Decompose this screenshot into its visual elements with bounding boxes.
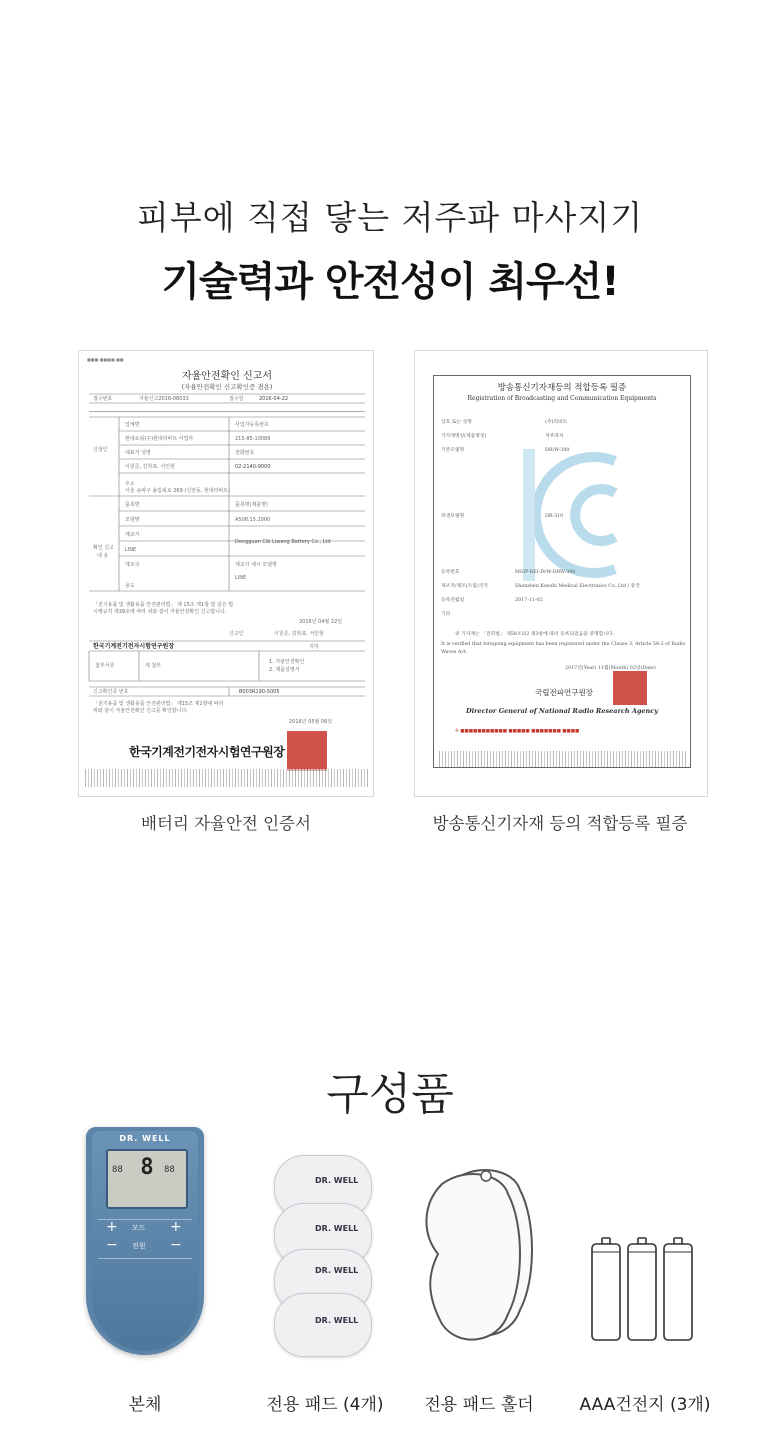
item-label-batteries: AAA건전지 (3개) [579,1395,711,1415]
svg-text:DR/W-300: DR/W-300 [545,448,570,453]
svg-text:접수일: 접수일 [229,396,244,402]
doc2-subtitle: Registration of Broadcasting and Communication Equipments [467,395,657,402]
svg-text:시행규칙 제39조에 따라 위와 같이 자율안전확인 신고합: 시행규칙 제39조에 따라 위와 같이 자율안전확인 신고합니다. [93,609,227,615]
svg-text:「전기용품 및 생활용품 안전관리법」 제 15조 제1항: 「전기용품 및 생활용품 안전관리법」 제 15조 제1항 및 같은 법 [93,602,234,608]
device-plus-right-button[interactable]: + [170,1219,182,1235]
svg-text:사업자등록번호: 사업자등록번호 [235,422,269,428]
svg-text:신고확인증 번호: 신고확인증 번호 [93,689,129,695]
svg-text:Shenzhen Kenshi Medical Electr: Shenzhen Kenshi Medical Electronics Co.,Ltd / 중국 [515,584,640,589]
svg-text:모델명: 모델명 [125,517,140,523]
doc1-barcode [85,769,369,787]
device-lcd-screen: 8 88 88 [106,1149,188,1209]
svg-text:이원준, 김학표, 서인현: 이원준, 김학표, 서인현 [274,631,324,637]
svg-text:2016-04-22: 2016-04-22 [259,396,289,402]
svg-text:품목명(제품명): 품목명(제품명) [235,502,268,508]
item-label-pad-holder: 전용 패드 홀더 [424,1395,534,1415]
components-title: 구성품 [326,1069,454,1120]
svg-text:LINE: LINE [125,547,137,553]
device-minus-right-button[interactable]: − [170,1237,182,1253]
svg-text:첨부서류: 첨부서류 [95,663,115,669]
svg-text:자율신고2016-08033: 자율신고2016-08033 [139,396,189,402]
svg-text:2. 제품설명서: 2. 제품설명서 [269,667,300,673]
svg-text:확인 신고: 확인 신고 [93,545,114,551]
svg-text:DR-310: DR-310 [545,514,564,519]
device-mode-button[interactable]: 모드 [132,1224,146,1232]
svg-text:접수번호: 접수번호 [93,396,113,402]
doc1-subtitle: (자율안전확인 신고확인증 겸용) [181,383,273,391]
device-power-button[interactable]: 전원 [132,1242,146,1250]
device-minus-left-button[interactable]: − [106,1237,118,1253]
svg-text:제조자 제시 모델명: 제조자 제시 모델명 [235,562,277,568]
svg-text:2016년 05월 06일: 2016년 05월 06일 [289,719,333,725]
caption-kc-certificate: 방송통신기자재 등의 적합등록 필증 [432,814,688,833]
svg-text:상호 또는 성명: 상호 또는 성명 [441,420,472,425]
svg-text:이원준, 김학표, 서인현: 이원준, 김학표, 서인현 [125,464,175,470]
svg-text:주소: 주소 [125,481,135,487]
svg-text:A508.15.2000: A508.15.2000 [235,517,271,523]
svg-text:등록번호: 등록번호 [441,570,460,575]
doc1-title: 자율안전확인 신고서 [181,371,273,382]
doc1-issuer: 한국기계전기전자시험연구원장 [129,745,285,759]
svg-text:Dongguan Cib Liwang Battery Co: Dongguan Cib Liwang Battery Co., Ltd [235,539,331,545]
svg-text:신청인: 신청인 [93,447,108,453]
doc2-issuer-en: Director General of National Radio Research Agency [465,707,659,715]
svg-text:제조국: 제조국 [125,562,140,568]
svg-text:기타: 기타 [441,612,451,617]
item-label-device: 본체 [128,1395,162,1415]
svg-text:02-2140-9000: 02-2140-9000 [235,464,271,470]
svg-text:1. 자율안전확인: 1. 자율안전확인 [269,659,305,665]
doc2-barcode [439,751,687,767]
kc-registration-certificate-image [414,350,708,797]
pad-holder-image [424,1160,544,1350]
svg-text:MSIP-REI-DrW-DRW-300: MSIP-REI-DrW-DRW-300 [515,570,576,575]
svg-text:등록연월일: 등록연월일 [441,598,465,603]
battery-safety-certificate-image: ■■■ ■■■■ ■■ 자율안전확인 신고서 (자율안전확인 신고확인증 겸용) 접수번호 자율신고2016-08033 접수일 2016-04-22 신청인 업체명 사업자등록번호 현대쇼핑(주)현대리바트 사업부 215-85-10089 대표자 성명 전화번호 이원준, 김학표, 서인현 02-2140-9000 주소 서울 송파구 올림픽로 269 (신천동, 현대리바트) 확인 신고 내 용 품목명 품목명(제품명) 모델명 A508.15.2000 제조자 Dongguan Cib Liwang Battery Co., Ltd LINE 제조국 제조자 제시 모델명 LINE 용도 「전기용품 및 생활용품 안전관리법」 제 15조 제1항 및 같은 법 시행규칙 제39조에 따라 위와 같이 자율안전확인 신고합니다. 2016년 04월 22일 신고인 이원준, 김학표, 서인현 한국기계전기전자시험연구원장 귀하 첨부서류 제 첨부 1. 자율안전확인 2. 제품설명서 신고확인증 번호 B003R190-5005 「전기용품 및 생활용품 안전관리법」 제15조 제1항에 따라 위와 같이 자율안전확인 신고를 확인합니다. 2016년 05월 06일 한국기계전기전자시험연구원장 [78,350,374,797]
svg-text:신고인: 신고인 [229,631,244,637]
doc2-seal [613,671,647,705]
svg-text:LINE: LINE [235,575,247,581]
svg-text:「전기용품 및 생활용품 안전관리법」 제15조 제1항에: 「전기용품 및 생활용품 안전관리법」 제15조 제1항에 따라 [93,701,224,707]
svg-text:현대쇼핑(주)현대리바트 사업부: 현대쇼핑(주)현대리바트 사업부 [125,436,194,442]
svg-text:It is verified that foregoing: It is verified that foregoing equipment has been registered under the Clause 3, Article 58-2 of Radio [441,642,686,647]
heading-title: 기술력과 안전성이 최우선! [161,259,619,305]
svg-text:대표자 성명: 대표자 성명 [125,450,151,456]
doc1-form-table [79,351,374,797]
svg-text:위 기자재는 「전파법」 제58조의2 제3항에 따라 등록: 위 기자재는 「전파법」 제58조의2 제3항에 따라 등록되었음을 증명합니다. [455,632,615,637]
svg-text:2016년 04월 22일: 2016년 04월 22일 [299,619,343,625]
svg-text:2017년(Year) 11월(Month) 02일(Dat: 2017년(Year) 11월(Month) 02일(Date) [565,666,656,671]
svg-text:기자재명칭(제품명칭): 기자재명칭(제품명칭) [441,434,487,439]
svg-text:제조자: 제조자 [125,532,140,538]
svg-text:제 첨부: 제 첨부 [145,663,162,669]
svg-text:2017-11-02: 2017-11-02 [515,598,543,603]
svg-text:전화번호: 전화번호 [235,450,255,456]
device-plus-left-button[interactable]: + [106,1219,118,1235]
item-label-pads: 전용 패드 (4개) [266,1395,384,1415]
massager-device-image [86,1127,204,1355]
svg-text:B003R190-5005: B003R190-5005 [239,689,280,695]
caption-battery-certificate: 배터리 자율안전 인증서 [141,814,311,833]
svg-text:215-85-10089: 215-85-10089 [235,436,271,442]
svg-text:제조자/제조(조립)국가: 제조자/제조(조립)국가 [441,584,489,589]
svg-text:(주)리바트: (주)리바트 [545,420,568,425]
doc1-seal [287,731,327,771]
svg-text:파생모델명: 파생모델명 [441,514,465,519]
doc2-footnote: ※ ■■■■■■■■■■■ ■■■■■ ■■■■■■■ ■■■■ [455,729,580,734]
svg-text:저주파치: 저주파치 [545,434,564,439]
svg-text:품목명: 품목명 [125,502,140,508]
device-brand: DR. WELL [119,1134,171,1143]
svg-text:용도: 용도 [125,583,135,589]
svg-text:기본모델명: 기본모델명 [441,448,465,453]
svg-text:내 용: 내 용 [97,553,109,559]
svg-text:업체명: 업체명 [125,422,140,428]
svg-text:Waves Act.: Waves Act. [441,650,468,655]
electrode-pads-image: DR. WELL DR. WELL DR. WELL DR. WELL [268,1155,376,1355]
svg-text:위와 같이 자율안전확인 신고를 확인합니다.: 위와 같이 자율안전확인 신고를 확인합니다. [93,708,188,714]
heading-subtitle: 피부에 직접 닿는 저주파 마사지기 [136,198,644,237]
doc2-issuer: 국립전파연구원장 [535,688,593,697]
aaa-batteries-image [588,1232,698,1344]
svg-text:한국기계전기전자시험연구원장: 한국기계전기전자시험연구원장 [93,643,175,650]
doc2-title: 방송통신기자재등의 적합등록 필증 [497,383,627,393]
svg-text:귀하: 귀하 [309,644,319,650]
svg-text:서울 송파구 올림픽로 269 (신천동, 현대리바트): 서울 송파구 올림픽로 269 (신천동, 현대리바트) [125,488,231,494]
